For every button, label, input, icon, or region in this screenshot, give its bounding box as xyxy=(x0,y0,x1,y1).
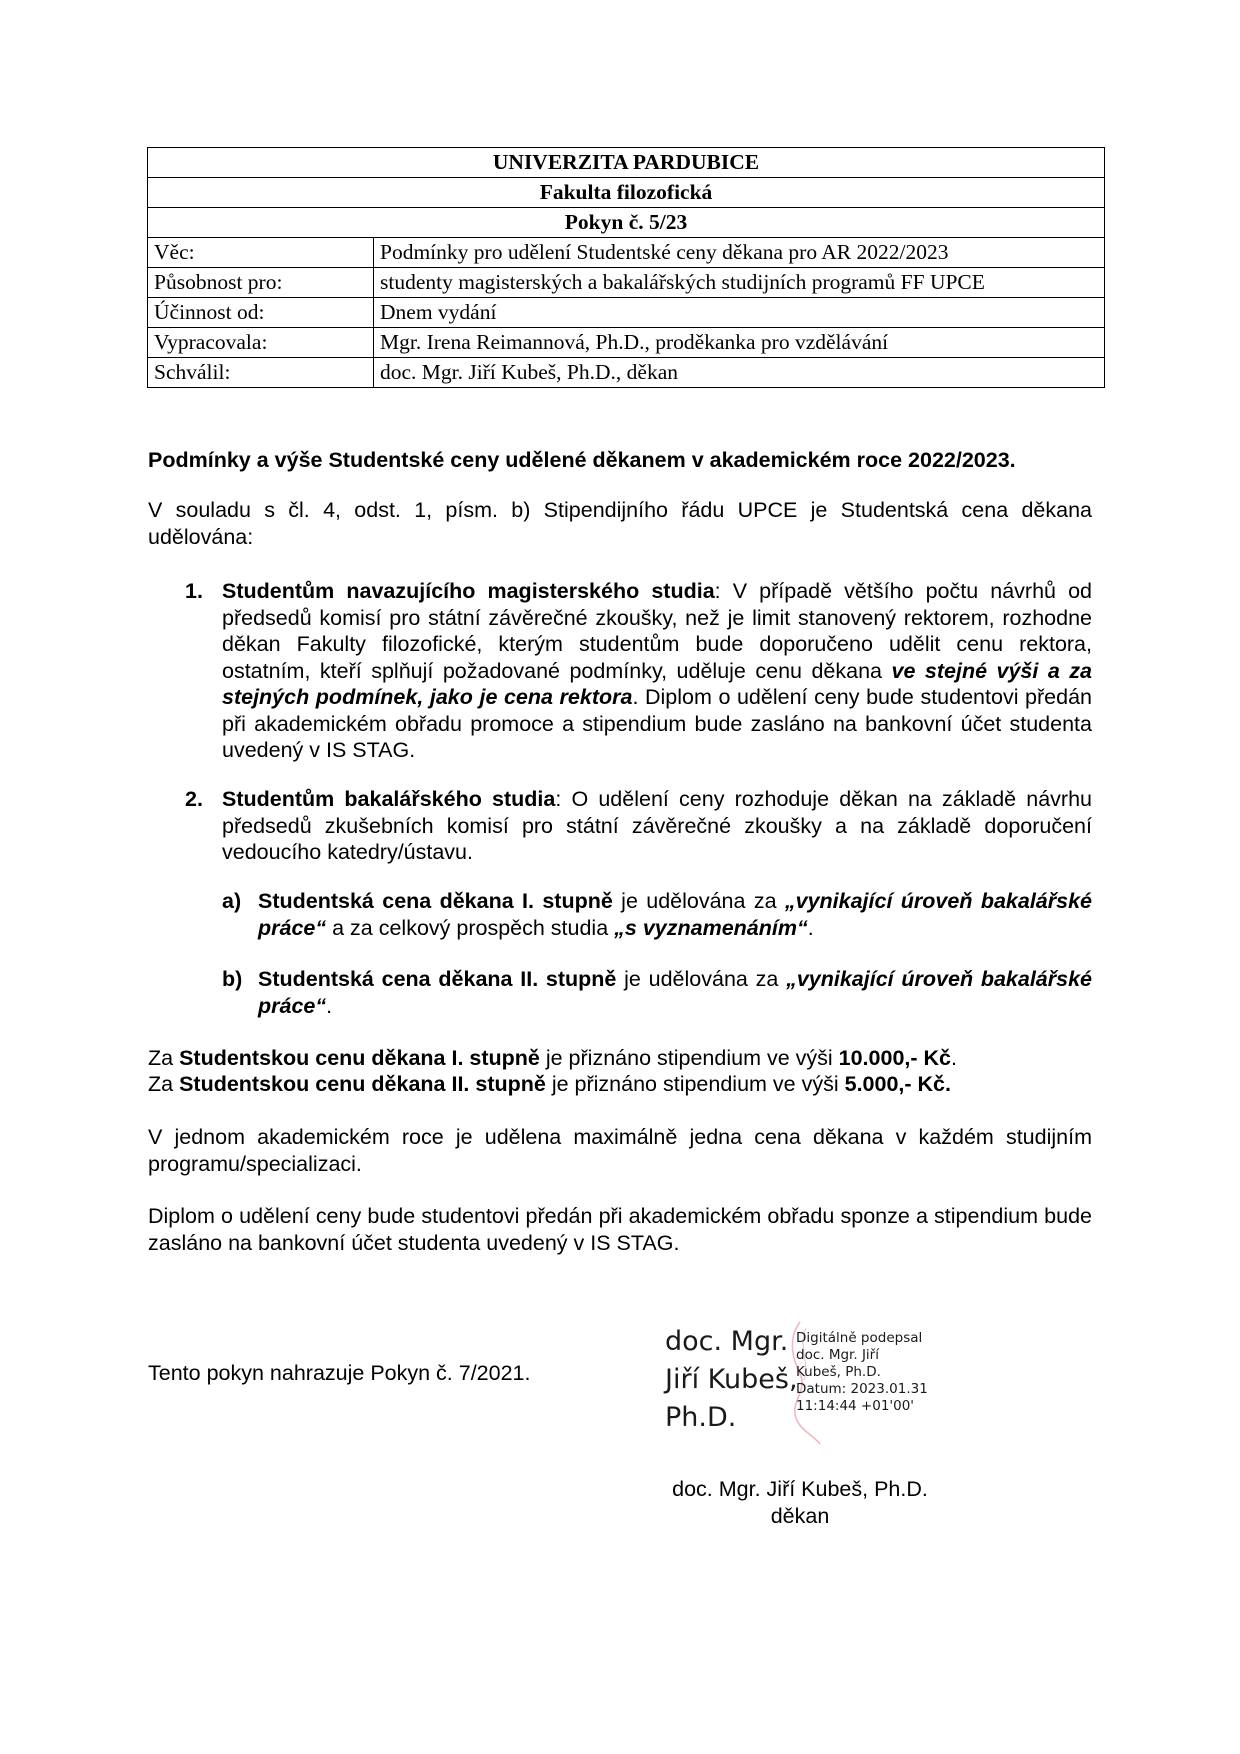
limit-paragraph: V jednom akademickém roce je udělena maximálně jedna cena děkana v každém studijním programu/specializaci. xyxy=(148,1125,1092,1176)
header-row-label: Schválil: xyxy=(148,358,374,388)
header-row-label: Vypracovala: xyxy=(148,328,374,358)
header-row-value: Podmínky pro udělení Studentské ceny děkana pro AR 2022/2023 xyxy=(374,238,1105,268)
item-text: : O udělení ceny rozhoduje děkan na základě návrhu předsedů zkušebních komisí pro státní závěrečné zkoušky a na základě doporučení vedoucího katedry/ústavu. xyxy=(222,787,1093,864)
header-row-scope xyxy=(148,268,1105,298)
signer-name: doc. Mgr. Jiří Kubeš, Ph.D. xyxy=(672,1477,928,1501)
signature-name-line: Ph.D. xyxy=(665,1402,737,1433)
signature-details xyxy=(796,1330,936,1415)
item-bold-heading: Studentská cena děkana I. stupně xyxy=(258,889,613,913)
signature-detail-line: doc. Mgr. Jiří xyxy=(796,1347,879,1363)
item-emphasis: „vynikající úroveň bakalářské práce“ xyxy=(258,889,1092,940)
signature-detail-line: Digitálně podepsal xyxy=(796,1330,923,1346)
signature-name xyxy=(665,1323,805,1437)
signature-detail-line: 11:14:44 +01'00' xyxy=(796,1398,915,1414)
header-row-approved xyxy=(148,358,1105,388)
stipend-text: Za xyxy=(148,1072,180,1096)
header-row-value: studenty magisterských a bakalářských studijních programů FF UPCE xyxy=(374,268,1105,298)
university-name: UNIVERZITA PARDUBICE xyxy=(148,148,1105,178)
item-bold-heading: Studentská cena děkana II. stupně xyxy=(258,967,617,991)
header-row-value: Mgr. Irena Reimannová, Ph.D., proděkanka pro vzdělávání xyxy=(374,328,1105,358)
header-row-author xyxy=(148,328,1105,358)
header-row-label: Účinnost od: xyxy=(148,298,374,328)
header-row-value: Dnem vydání xyxy=(374,298,1105,328)
list-item-bachelor-study xyxy=(222,786,1092,866)
directive-number: Pokyn č. 5/23 xyxy=(148,208,1105,238)
header-row-effective xyxy=(148,298,1105,328)
sublist-item-first-degree xyxy=(258,888,1092,941)
item-text: . xyxy=(807,915,814,940)
stipend-award-name: Studentskou cenu děkana II. stupně xyxy=(179,1072,546,1096)
intro-paragraph: V souladu s čl. 4, odst. 1, písm. b) Stipendijního řádu UPCE je Studentská cena děkana udělována: xyxy=(148,498,1092,549)
item-text: je udělována za xyxy=(612,889,785,913)
signature-detail-line: Kubeš, Ph.D. xyxy=(796,1364,881,1380)
signer-block xyxy=(620,1476,980,1530)
signature-name-line: doc. Mgr. xyxy=(665,1326,789,1357)
header-row-label: Věc: xyxy=(148,238,374,268)
item-text: je udělována za xyxy=(616,967,787,991)
list-number-1: 1. xyxy=(185,579,203,603)
signer-role: děkan xyxy=(770,1504,830,1528)
stipend-text: Za xyxy=(148,1046,180,1070)
item-text: . xyxy=(326,993,333,1018)
stipend-text: . xyxy=(951,1046,957,1070)
sublist-letter-a: a) xyxy=(222,889,242,913)
diploma-paragraph: Diplom o udělení ceny bude studentovi předán při akademickém obřadu sponze a stipendium bude zasláno na bankovní účet studenta uvedený v IS STAG. xyxy=(148,1204,1092,1255)
stipend-text: je přiznáno stipendium ve výši xyxy=(545,1072,845,1096)
header-row-value: doc. Mgr. Jiří Kubeš, Ph.D., děkan xyxy=(374,358,1105,388)
sublist-item-second-degree xyxy=(258,966,1092,1019)
item-bold-heading: Studentům bakalářského studia xyxy=(222,787,556,811)
stipend-text: je přiznáno stipendium ve výši xyxy=(539,1046,839,1070)
item-bold-heading: Studentům navazujícího magisterského studia xyxy=(222,579,715,603)
replaces-note: Tento pokyn nahrazuje Pokyn č. 7/2021. xyxy=(148,1361,531,1385)
stipend-first-degree xyxy=(148,1045,1092,1072)
item-text: . Diplom o udělení ceny bude studentovi předán při akademickém obřadu promoce a stipendium bude zasláno na bankovní účet studenta uvedený v IS STAG. xyxy=(222,685,1092,762)
item-emphasis: „s vyznamenáním“ xyxy=(614,915,808,940)
item-text: a za celkový prospěch studia xyxy=(326,915,615,940)
stipend-amount: 5.000,- Kč. xyxy=(844,1072,951,1096)
stipend-award-name: Studentskou cenu děkana I. stupně xyxy=(179,1046,540,1070)
item-emphasis: ve stejné výši a za stejných podmínek, jako je cena rektora xyxy=(222,658,1092,709)
signature-name-line: Jiří Kubeš, xyxy=(665,1364,798,1395)
header-row-subject xyxy=(148,238,1105,268)
faculty-name: Fakulta filozofická xyxy=(148,178,1105,208)
directive-header-table xyxy=(147,147,1105,388)
sublist-letter-b: b) xyxy=(222,967,243,991)
stipend-amount: 10.000,- Kč xyxy=(838,1046,951,1070)
header-row-label: Působnost pro: xyxy=(148,268,374,298)
item-text: : V případě většího počtu návrhů od předsedů komisí pro státní závěrečné zkoušky, než je limit stanovený rektorem, rozhodne děkan Fakulty filozofické, kterým studentům bude doporučeno udělit cenu rektora, ostatním, kteří splňují požadované podmínky, uděluje cenu děkana xyxy=(222,579,1093,683)
list-item-master-study xyxy=(222,578,1092,764)
stipend-second-degree xyxy=(148,1071,1092,1098)
section-heading: Podmínky a výše Studentské ceny udělené děkanem v akademickém roce 2022/2023. xyxy=(148,448,1016,472)
signature-detail-line: Datum: 2023.01.31 xyxy=(796,1381,928,1397)
item-emphasis: „vynikající úroveň bakalářské práce“ xyxy=(258,967,1092,1018)
list-number-2: 2. xyxy=(185,787,203,811)
